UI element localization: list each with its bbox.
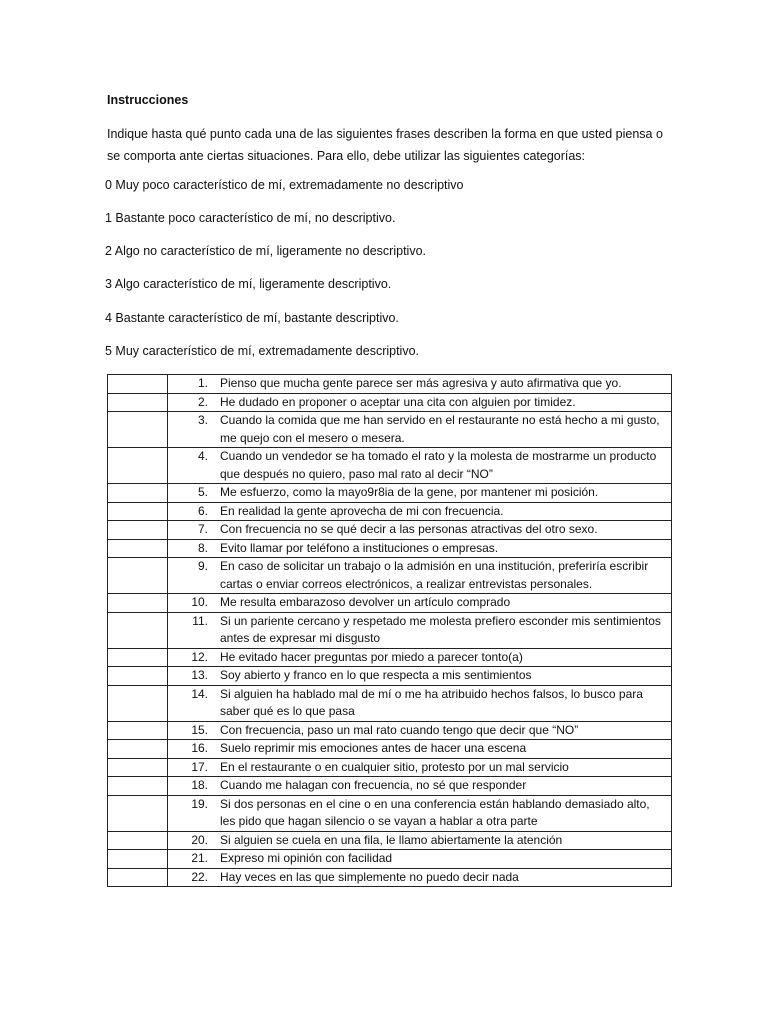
item-number: 19. <box>191 796 208 811</box>
list-item <box>168 722 671 740</box>
answer-cell[interactable] <box>108 868 168 887</box>
item-text: Con frecuencia, paso un mal rato cuando tengo que decir que “NO” <box>220 722 579 737</box>
statement-cell <box>168 412 672 448</box>
answer-cell[interactable] <box>108 740 168 759</box>
category-2: 2 Algo no característico de mí, ligeramente no descriptivo. <box>105 244 426 258</box>
statement-cell <box>168 868 672 887</box>
statement-cell <box>168 393 672 412</box>
table-row <box>108 539 672 558</box>
item-text: He evitado hacer preguntas por miedo a parecer tonto(a) <box>220 649 523 664</box>
item-text: Evito llamar por teléfono a instituciones o empresas. <box>220 540 499 555</box>
item-number: 10. <box>191 595 208 609</box>
item-text: En realidad la gente aprovecha de mi con frecuencia. <box>220 503 504 518</box>
list-item <box>168 740 671 758</box>
table-row <box>108 448 672 484</box>
list-item <box>168 649 671 667</box>
table-row <box>108 795 672 831</box>
answer-cell[interactable] <box>108 502 168 521</box>
statement-cell <box>168 758 672 777</box>
table-row <box>108 521 672 540</box>
item-text: Cuando un vendedor se ha tomado el rato y la molesta de mostrarme un producto que después no quiero, paso mal rato al decir “NO” <box>220 449 657 481</box>
statement-cell <box>168 594 672 613</box>
answer-cell[interactable] <box>108 721 168 740</box>
item-number: 22. <box>191 869 208 884</box>
table-row <box>108 412 672 448</box>
list-item <box>168 686 671 721</box>
statement-cell <box>168 721 672 740</box>
item-text: Si alguien se cuela en una fila, le llamo abiertamente la atención <box>220 832 563 847</box>
list-item <box>168 521 671 539</box>
statement-cell <box>168 685 672 721</box>
table-row <box>108 393 672 412</box>
statement-cell <box>168 667 672 686</box>
table-row <box>108 612 672 648</box>
statement-cell <box>168 448 672 484</box>
item-number: 18. <box>191 778 208 792</box>
list-item <box>168 850 671 868</box>
statement-cell <box>168 648 672 667</box>
statement-cell <box>168 850 672 869</box>
item-number: 4. <box>197 449 208 463</box>
table-row <box>108 777 672 796</box>
answer-cell[interactable] <box>108 521 168 540</box>
list-item <box>168 412 671 447</box>
answer-cell[interactable] <box>108 758 168 777</box>
answer-cell[interactable] <box>108 375 168 394</box>
item-number: 8. <box>197 540 208 555</box>
items-table <box>107 374 672 887</box>
table-row <box>108 850 672 869</box>
table-row <box>108 558 672 594</box>
item-number: 6. <box>197 503 208 518</box>
answer-cell[interactable] <box>108 850 168 869</box>
list-item <box>168 375 671 393</box>
item-number: 15. <box>191 722 208 737</box>
statement-cell <box>168 484 672 503</box>
item-number: 17. <box>191 759 208 774</box>
table-row <box>108 484 672 503</box>
table-row <box>108 502 672 521</box>
item-number: 2. <box>197 394 208 409</box>
table-row <box>108 375 672 394</box>
table-row <box>108 721 672 740</box>
statement-cell <box>168 502 672 521</box>
answer-cell[interactable] <box>108 685 168 721</box>
category-3: 3 Algo característico de mí, ligeramente descriptivo. <box>105 277 392 291</box>
statement-cell <box>168 777 672 796</box>
item-text: Soy abierto y franco en lo que respecta a mis sentimientos <box>220 668 532 682</box>
answer-cell[interactable] <box>108 539 168 558</box>
statement-cell <box>168 375 672 394</box>
table-row <box>108 868 672 887</box>
table-row <box>108 740 672 759</box>
category-4: 4 Bastante característico de mí, bastante descriptivo. <box>105 311 399 325</box>
statement-cell <box>168 740 672 759</box>
answer-cell[interactable] <box>108 648 168 667</box>
list-item <box>168 558 671 593</box>
item-number: 5. <box>197 485 208 499</box>
item-text: Pienso que mucha gente parece ser más agresiva y auto afirmativa que yo. <box>220 376 622 390</box>
item-number: 11. <box>192 613 208 628</box>
item-number: 20. <box>191 832 208 847</box>
answer-cell[interactable] <box>108 594 168 613</box>
list-item <box>168 540 671 558</box>
item-text: Cuando me halagan con frecuencia, no sé que responder <box>220 778 527 792</box>
statement-cell <box>168 831 672 850</box>
category-5: 5 Muy característico de mí, extremadamente descriptivo. <box>105 344 420 358</box>
item-text: Si un pariente cercano y respetado me molesta prefiero esconder mis sentimientos antes de expresar mi disgusto <box>220 613 661 645</box>
list-item <box>168 394 671 412</box>
table-row <box>108 831 672 850</box>
item-number: 7. <box>197 522 208 536</box>
answer-cell[interactable] <box>108 831 168 850</box>
list-item <box>168 448 671 483</box>
table-row <box>108 594 672 613</box>
answer-cell[interactable] <box>108 412 168 448</box>
item-text: He dudado en proponer o aceptar una cita con alguien por timidez. <box>220 394 576 409</box>
list-item <box>168 484 671 502</box>
list-item <box>168 832 671 850</box>
answer-cell[interactable] <box>108 667 168 686</box>
item-text: En el restaurante o en cualquier sitio, protesto por un mal servicio <box>220 759 569 774</box>
item-text: Me esfuerzo, como la mayo9r8ia de la gene, por mantener mi posición. <box>220 485 599 499</box>
item-number: 3. <box>197 413 208 427</box>
list-item <box>168 613 671 648</box>
statement-cell <box>168 558 672 594</box>
list-item <box>168 503 671 521</box>
answer-cell[interactable] <box>108 393 168 412</box>
item-text: Si dos personas en el cine o en una conferencia están hablando demasiado alto, les pido que hagan silencio o se vayan a hablar a otra parte <box>220 796 650 828</box>
list-item <box>168 869 671 887</box>
item-number: 9. <box>197 559 208 573</box>
table-row <box>108 685 672 721</box>
answer-cell[interactable] <box>108 795 168 831</box>
category-0: 0 Muy poco característico de mí, extremadamente no descriptivo <box>105 178 464 192</box>
item-number: 1. <box>197 376 208 390</box>
list-item <box>168 667 671 685</box>
item-text: Hay veces en las que simplemente no puedo decir nada <box>220 869 519 884</box>
answer-cell[interactable] <box>108 612 168 648</box>
item-number: 16. <box>191 741 208 755</box>
item-text: Expreso mi opinión con facilidad <box>220 851 393 865</box>
item-text: Suelo reprimir mis emociones antes de hacer una escena <box>220 741 527 755</box>
list-item <box>168 796 671 831</box>
answer-cell[interactable] <box>108 484 168 503</box>
list-item <box>168 777 671 795</box>
category-1: 1 Bastante poco característico de mí, no descriptivo. <box>105 211 396 225</box>
answer-cell[interactable] <box>108 558 168 594</box>
statement-cell <box>168 539 672 558</box>
item-text: Cuando la comida que me han servido en el restaurante no está hecho a mi gusto, me quejo con el mesero o mesera. <box>220 413 660 445</box>
item-number: 14. <box>191 686 208 701</box>
table-row <box>108 667 672 686</box>
table-row <box>108 758 672 777</box>
item-number: 21. <box>191 851 208 865</box>
statement-cell <box>168 795 672 831</box>
answer-cell[interactable] <box>108 448 168 484</box>
item-text: Con frecuencia no se qué decir a las personas atractivas del otro sexo. <box>220 522 598 536</box>
table-row <box>108 648 672 667</box>
item-number: 13. <box>191 668 208 682</box>
item-text: En caso de solicitar un trabajo o la admisión en una institución, preferiría escribir cartas o enviar correos electrónicos, a realizar entrevistas personales. <box>220 559 649 591</box>
statement-cell <box>168 612 672 648</box>
list-item <box>168 594 671 612</box>
item-text: Si alguien ha hablado mal de mí o me ha atribuido hechos falsos, lo busco para saber qué es lo que pasa <box>220 686 643 718</box>
instructions-paragraph: Indique hasta qué punto cada una de las siguientes frases describen la forma en que usted piensa o se comporta ante ciertas situaciones. Para ello, debe utilizar las siguientes categorías: <box>107 127 663 163</box>
answer-cell[interactable] <box>108 777 168 796</box>
statement-cell <box>168 521 672 540</box>
page-title: Instrucciones <box>107 93 189 107</box>
item-text: Me resulta embarazoso devolver un artículo comprado <box>220 595 511 609</box>
item-number: 12. <box>191 649 208 664</box>
list-item <box>168 759 671 777</box>
